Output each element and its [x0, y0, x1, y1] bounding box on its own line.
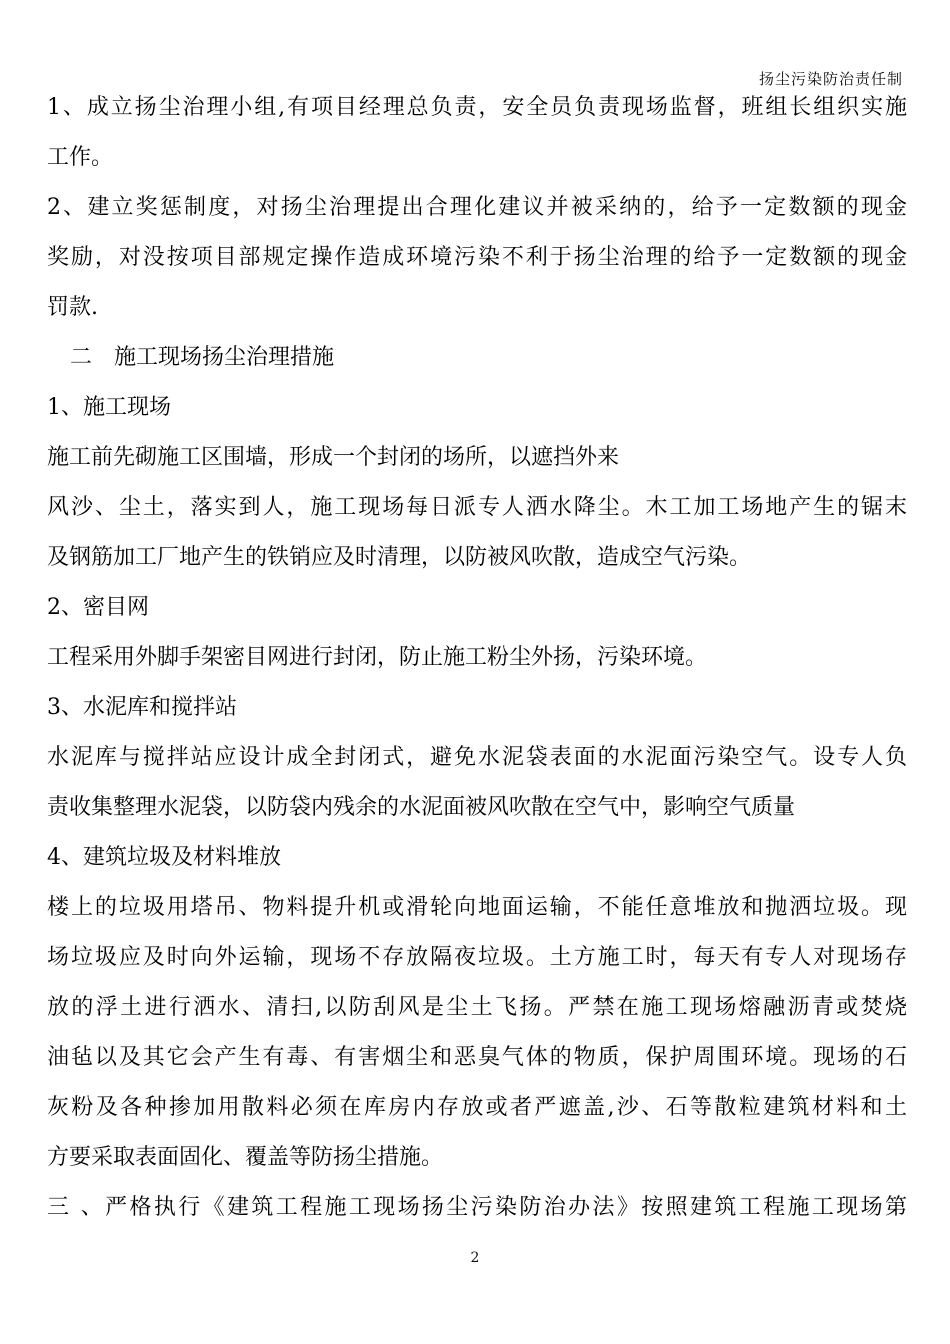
paragraph-line: 放的浮土进行洒水、清扫,以防刮风是尘土飞扬。严禁在施工现场熔融沥青或焚烧 — [47, 995, 907, 1020]
header-title: 扬尘污染防治责任制 — [758, 70, 903, 88]
paragraph-line: 工程采用外脚手架密目网进行封闭，防止施工粉尘外扬，污染环境。 — [47, 645, 708, 670]
paragraph-line: 及钢筋加工厂地产生的铁销应及时清理，以防被风吹散，造成空气污染。 — [47, 545, 752, 570]
subsection-heading: 1、施工现场 — [47, 395, 171, 420]
paragraph-line: 灰粉及各种掺加用散料必须在库房内存放或者严遮盖,沙、石等散粒建筑材料和土 — [47, 1095, 907, 1120]
paragraph-line: 奖励，对没按项目部规定操作造成环境污染不利于扬尘治理的给予一定数额的现金 — [47, 245, 907, 270]
section-heading: 三 、严格执行《建筑工程施工现场扬尘污染防治办法》按照建筑工程施工现场第 — [47, 1195, 907, 1220]
paragraph-line: 场垃圾应及时向外运输，现场不存放隔夜垃圾。土方施工时，每天有专人对现场存 — [47, 945, 907, 970]
paragraph-line: 工作。 — [47, 145, 114, 170]
paragraph-line: 2、建立奖惩制度，对扬尘治理提出合理化建议并被采纳的，给予一定数额的现金 — [47, 195, 907, 220]
section-heading: 二 施工现场扬尘治理措施 — [70, 345, 335, 370]
paragraph-line: 水泥库与搅拌站应设计成全封闭式，避免水泥袋表面的水泥面污染空气。设专人负 — [47, 745, 907, 770]
paragraph-line: 罚款. — [47, 295, 98, 320]
subsection-heading: 4、建筑垃圾及材料堆放 — [47, 845, 281, 870]
paragraph-line: 1、成立扬尘治理小组,有项目经理总负责，安全员负责现场监督，班组长组织实施 — [47, 95, 907, 120]
subsection-heading: 3、水泥库和搅拌站 — [47, 695, 237, 720]
paragraph-line: 楼上的垃圾用塔吊、物料提升机或滑轮向地面运输，不能任意堆放和抛洒垃圾。现 — [47, 895, 907, 920]
subsection-heading: 2、密目网 — [47, 595, 149, 620]
paragraph-line: 方要采取表面固化、覆盖等防扬尘措施。 — [47, 1145, 444, 1170]
paragraph-line: 责收集整理水泥袋，以防袋内残余的水泥面被风吹散在空气中，影响空气质量 — [47, 795, 796, 820]
paragraph-line: 油毡以及其它会产生有毒、有害烟尘和恶臭气体的物质，保护周围环境。现场的石 — [47, 1045, 907, 1070]
paragraph-line: 风沙、尘土，落实到人，施工现场每日派专人洒水降尘。木工加工场地产生的锯末 — [47, 495, 907, 520]
paragraph-line: 施工前先砌施工区围墙，形成一个封闭的场所，以遮挡外来 — [47, 445, 620, 470]
page-number: 2 — [470, 1250, 480, 1266]
